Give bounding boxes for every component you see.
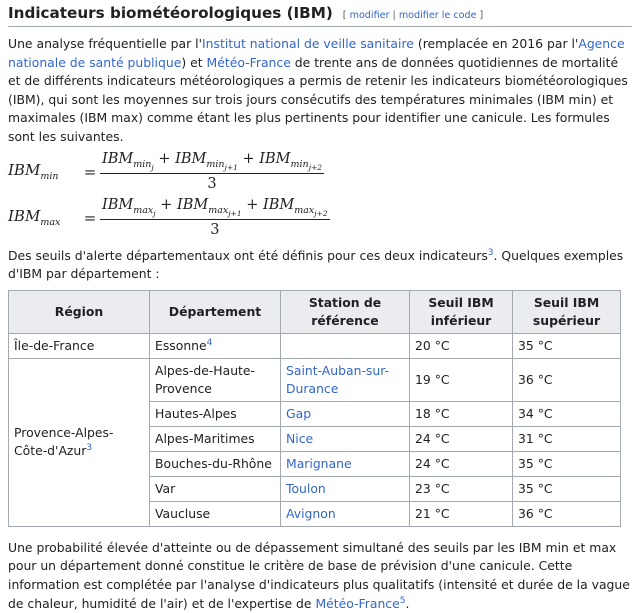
upper-threshold-cell: 34 °C	[513, 401, 621, 426]
edit-source-link[interactable]: modifier le code	[398, 10, 477, 21]
section-heading	[8, 4, 632, 27]
formula-denominator: 3	[207, 176, 217, 193]
region-cell: Île-de-France	[9, 333, 150, 358]
link-meteo-france[interactable]: Météo-France	[206, 54, 291, 70]
station-link[interactable]: Saint-Auban-sur-Durance	[286, 362, 390, 396]
station-cell	[281, 476, 410, 501]
department-cell: Bouches-du-Rhône	[150, 451, 281, 476]
lower-threshold-cell: 19 °C	[410, 358, 513, 401]
header-department: Département	[150, 290, 281, 333]
text-fragment: Une probabilité élevée d'atteinte ou de dépassement simultané des seuils par les IBM min et max pour un département donné constitue le critère de base de prévision d'une canicule. Cette information est complétée par l'analyse d'indicateurs plus qualitatifs (intensité et durée de la vague de chaleur, humidité de l'air) et de l'expertise de	[8, 539, 630, 611]
department-cell: Vaucluse	[150, 501, 281, 526]
upper-threshold-cell: 36 °C	[513, 501, 621, 526]
link-invs[interactable]: Institut national de veille sanitaire	[202, 36, 414, 51]
reference-link[interactable]: 3	[86, 443, 93, 454]
intro-paragraph	[8, 35, 632, 147]
edit-link[interactable]: modifier	[349, 10, 390, 21]
edit-bracket-close: ]	[476, 10, 484, 21]
formula-numerator: $IBM_{min_j} + IBM_{min_{j+1}} + IBM_{min_{j+2}}$	[100, 151, 324, 175]
station-cell	[281, 451, 410, 476]
reference-link[interactable]: 4	[206, 337, 213, 348]
station-cell	[281, 333, 410, 358]
edit-section-links	[343, 10, 483, 21]
station-cell	[281, 401, 410, 426]
formula-ibm-max	[8, 195, 632, 241]
station-link[interactable]: Nice	[286, 430, 314, 446]
reference-link[interactable]: 5	[399, 595, 406, 606]
department-cell: Hautes-Alpes	[150, 401, 281, 426]
department-cell: Essonne$^4$	[150, 333, 281, 358]
reference-link[interactable]: 3	[487, 247, 494, 258]
lower-threshold-cell: 20 °C	[410, 333, 513, 358]
formula-lhs: $IBM_{max}$	[8, 207, 61, 229]
formula-fraction	[100, 197, 330, 239]
station-link[interactable]: Avignon	[286, 505, 336, 521]
department-cell: Alpes-de-Haute-Provence	[150, 358, 281, 401]
table-row	[9, 333, 621, 358]
station-cell	[281, 426, 410, 451]
link-meteo-france[interactable]: Météo-France	[315, 595, 400, 611]
lower-threshold-cell: 23 °C	[410, 476, 513, 501]
station-cell	[281, 501, 410, 526]
region-cell: Provence-Alpes-Côte-d'Azur$^3$	[9, 358, 150, 526]
upper-threshold-cell: 35 °C	[513, 476, 621, 501]
formula-denominator: 3	[210, 222, 220, 239]
header-station: Station de référence	[281, 290, 410, 333]
header-lower-threshold: Seuil IBM inférieur	[410, 290, 513, 333]
text-fragment: de trente ans de données quotidiennes de mortalité et de différents indicateurs météorologiques a permis de retenir les indicateurs biométéorologiques (IBM), qui sont les moyennes sur trois jours consécutifs des températures minimales (IBM min) et maximales (IBM max) comme étant les plus pertinents pour identifier une canicule. Les formules sont les suivantes.	[8, 54, 628, 144]
lower-threshold-cell: 21 °C	[410, 501, 513, 526]
header-upper-threshold: Seuil IBM supérieur	[513, 290, 621, 333]
upper-threshold-cell: 31 °C	[513, 426, 621, 451]
header-region: Région	[9, 290, 150, 333]
text-fragment: ) et	[181, 54, 207, 70]
formula-numerator: $IBM_{max_j} + IBM_{max_{j+1}} + IBM_{max_{j+2}}$	[100, 197, 330, 221]
lower-threshold-cell: 24 °C	[410, 426, 513, 451]
forecast-paragraph	[8, 539, 632, 613]
table-header-row	[9, 290, 621, 333]
upper-threshold-cell: 35 °C	[513, 451, 621, 476]
formula-equals: =	[83, 208, 97, 227]
formula-lhs: $IBM_{min}$	[8, 161, 59, 183]
station-link[interactable]: Marignane	[286, 455, 352, 471]
text-fragment: Des seuils d'alerte départementaux ont été définis pour ces deux indicateurs	[8, 247, 488, 263]
station-link[interactable]: Gap	[286, 405, 312, 421]
lower-threshold-cell: 18 °C	[410, 401, 513, 426]
ibm-table	[8, 290, 621, 527]
section-title: Indicateurs biométéorologiques (IBM)	[8, 4, 333, 22]
text-fragment: (remplacée en 2016 par l'	[413, 36, 579, 51]
text-fragment: Une analyse fréquentielle par l'	[8, 36, 203, 51]
formula-ibm-min	[8, 149, 632, 195]
upper-threshold-cell: 35 °C	[513, 333, 621, 358]
formula-equals: =	[83, 162, 97, 181]
station-link[interactable]: Toulon	[286, 480, 326, 496]
thresholds-paragraph	[8, 247, 632, 284]
station-cell	[281, 358, 410, 401]
link-anses[interactable]: Agence nationale de santé publique	[8, 36, 625, 70]
department-cell: Alpes-Maritimes	[150, 426, 281, 451]
department-cell: Var	[150, 476, 281, 501]
article-section	[8, 4, 632, 613]
upper-threshold-cell: 36 °C	[513, 358, 621, 401]
edit-separator: |	[389, 10, 399, 21]
formula-fraction	[100, 151, 324, 193]
table-row	[9, 358, 621, 401]
lower-threshold-cell: 24 °C	[410, 451, 513, 476]
edit-bracket-open: [	[342, 10, 350, 21]
text-fragment: . Quelques exemples d'IBM par département :	[8, 247, 624, 282]
text-fragment: .	[405, 595, 410, 611]
